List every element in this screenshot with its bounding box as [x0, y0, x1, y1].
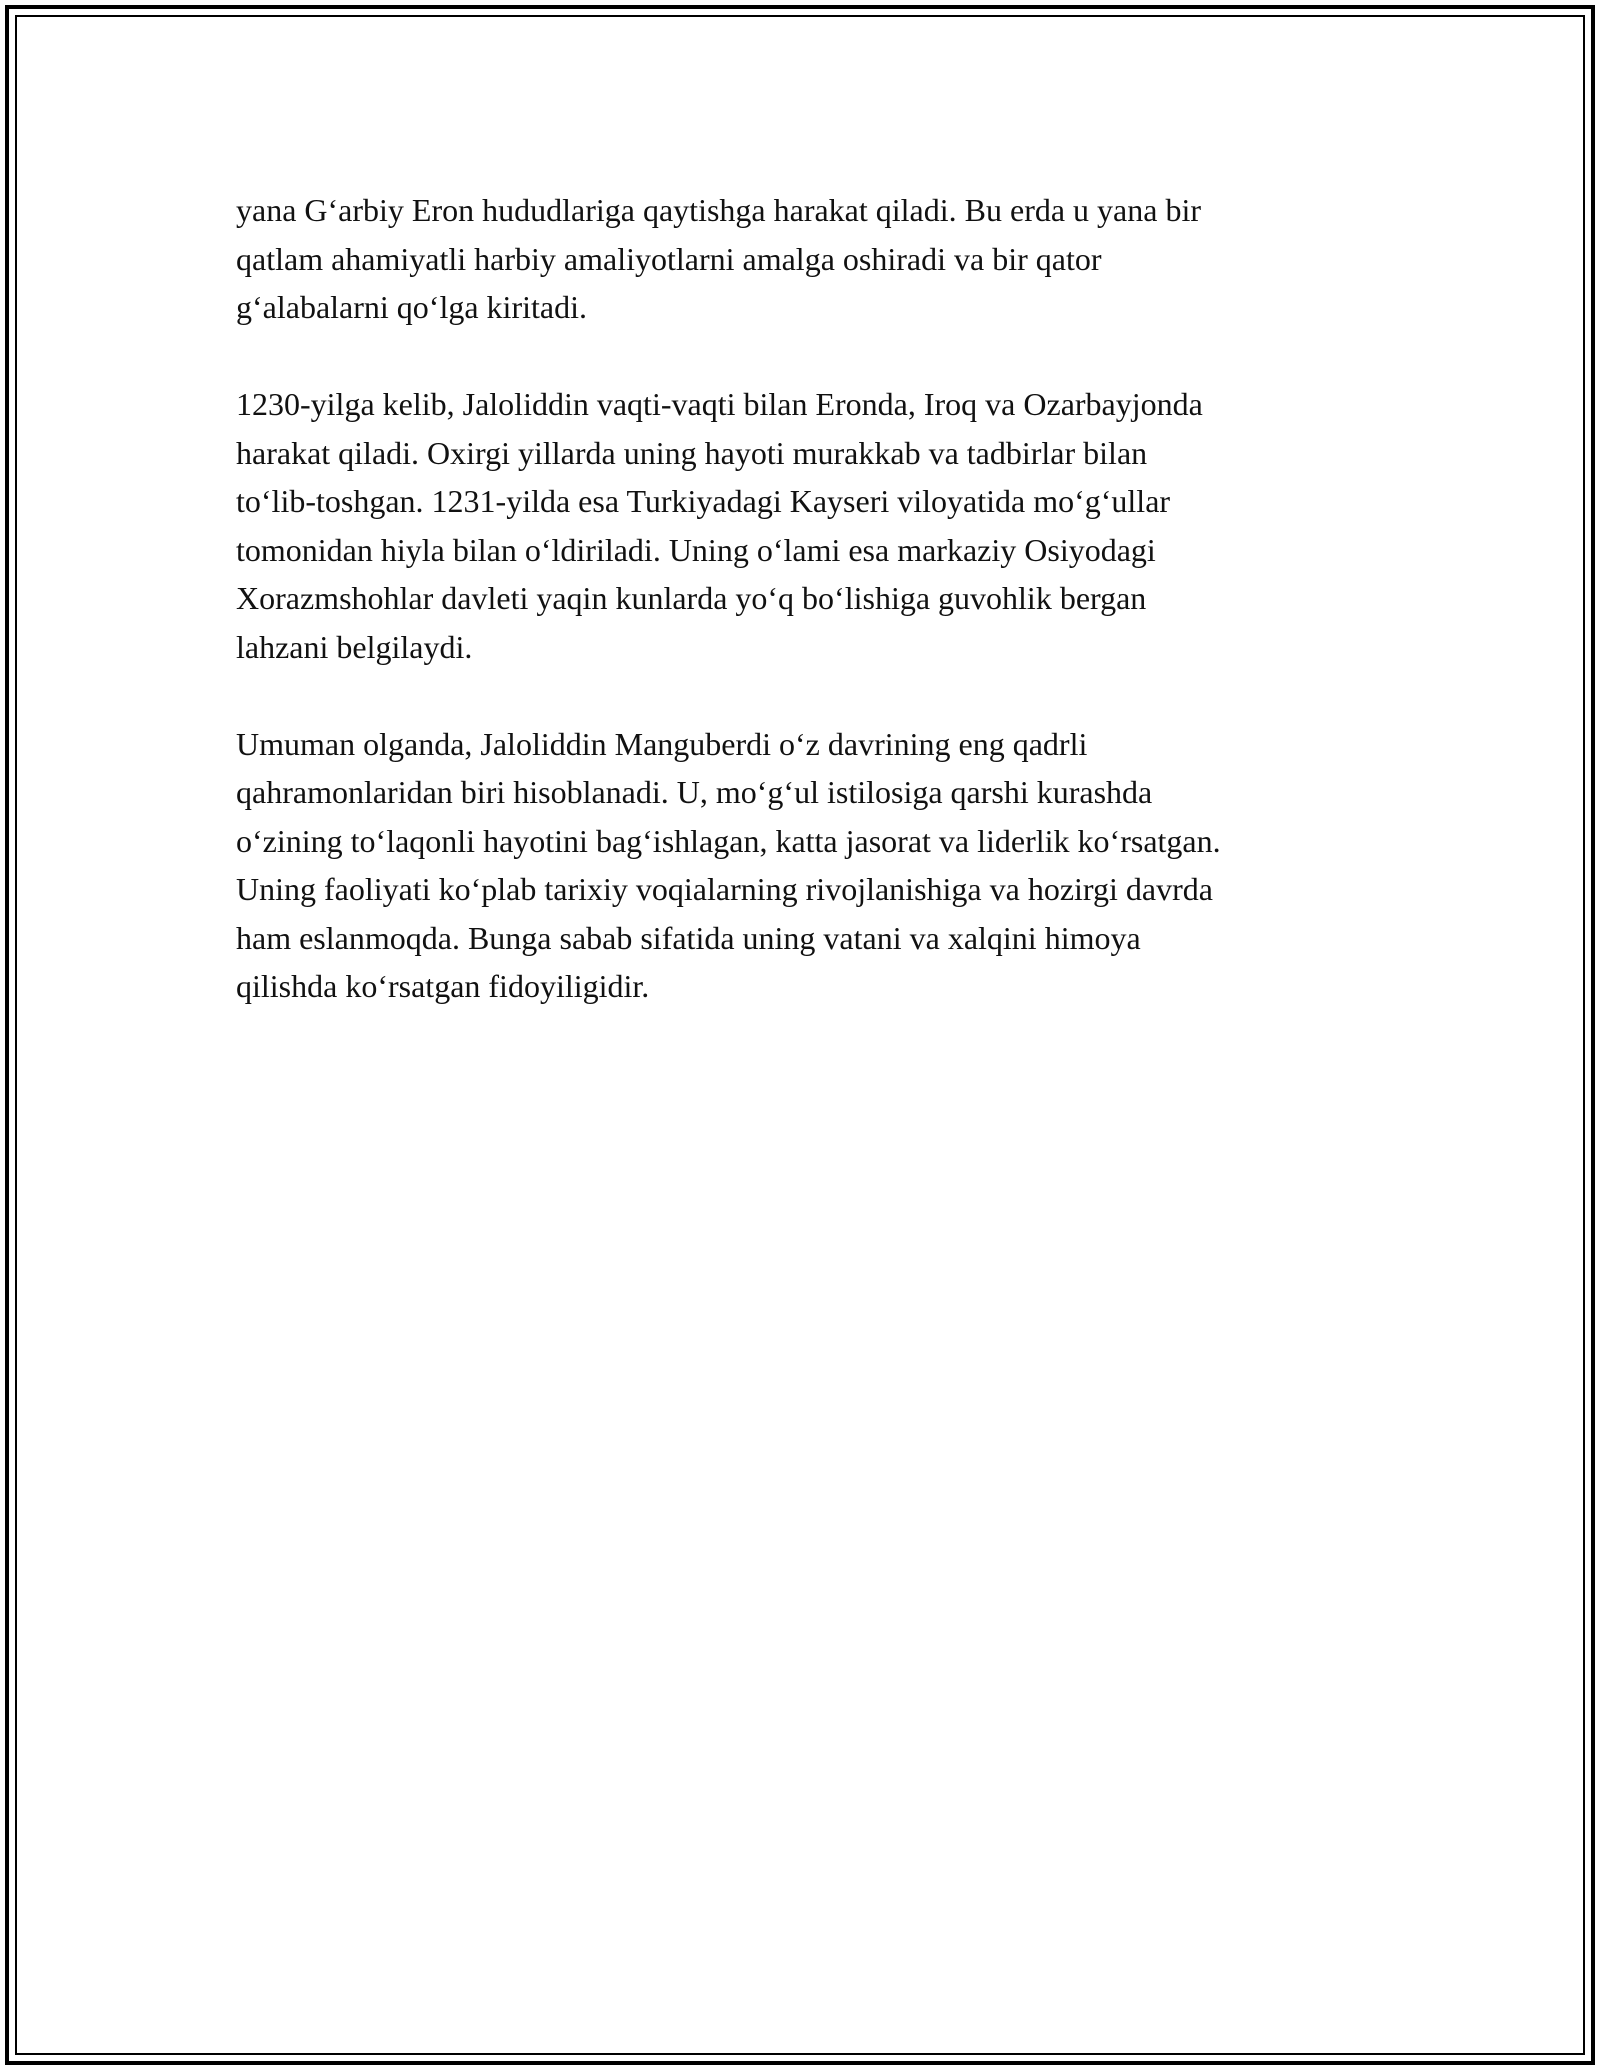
- text-line: tomonidan hiyla bilan o‘ldiriladi. Uning o‘lami esa markaziy Osiyodagi: [236, 531, 1156, 568]
- text-line: to‘lib-toshgan. 1231-yilda esa Turkiyadagi Kayseri viloyatida mo‘g‘ullar: [236, 483, 1171, 519]
- text-line: Uning faoliyati ko‘plab tarixiy voqialarning rivojlanishiga va hozirgi davrda: [236, 871, 1213, 907]
- text-line: Umuman olganda, Jaloliddin Manguberdi o‘z davrining eng qadrli: [236, 725, 1088, 762]
- paragraph-3: [236, 720, 1396, 1011]
- text-line: harakat qiladi. Oxirgi yillarda uning hayoti murakkab va tadbirlar bilan: [236, 434, 1148, 471]
- paragraph-2: [236, 380, 1396, 671]
- text-line: qatlam ahamiyatli harbiy amaliyotlarni amalga oshiradi va bir qator: [236, 240, 1102, 277]
- paragraph-1: [236, 186, 1396, 332]
- text-line: Xorazmshohlar davleti yaqin kunlarda yo‘q bo‘lishiga guvohlik bergan: [236, 580, 1147, 616]
- text-line: o‘zining to‘laqonli hayotini bag‘ishlagan, katta jasorat va liderlik ko‘rsatgan.: [236, 822, 1221, 859]
- text-line: 1230-yilga kelib, Jaloliddin vaqti-vaqti bilan Eronda, Iroq va Ozarbayjonda: [236, 386, 1203, 422]
- text-line: ham eslanmoqda. Bunga sabab sifatida uning vatani va xalqini himoya: [236, 919, 1141, 956]
- text-line: lahzani belgilaydi.: [236, 628, 473, 665]
- text-line: qahramonlaridan biri hisoblanadi. U, mo‘g‘ul istilosiga qarshi kurashda: [236, 774, 1153, 810]
- text-line: yana G‘arbiy Eron hududlariga qaytishga harakat qiladi. Bu erda u yana bir: [236, 192, 1201, 228]
- text-line: qilishda ko‘rsatgan fidoyiligidir.: [236, 968, 650, 1004]
- text-line: g‘alabalarni qo‘lga kiritadi.: [236, 289, 587, 325]
- document-body: [236, 186, 1396, 1059]
